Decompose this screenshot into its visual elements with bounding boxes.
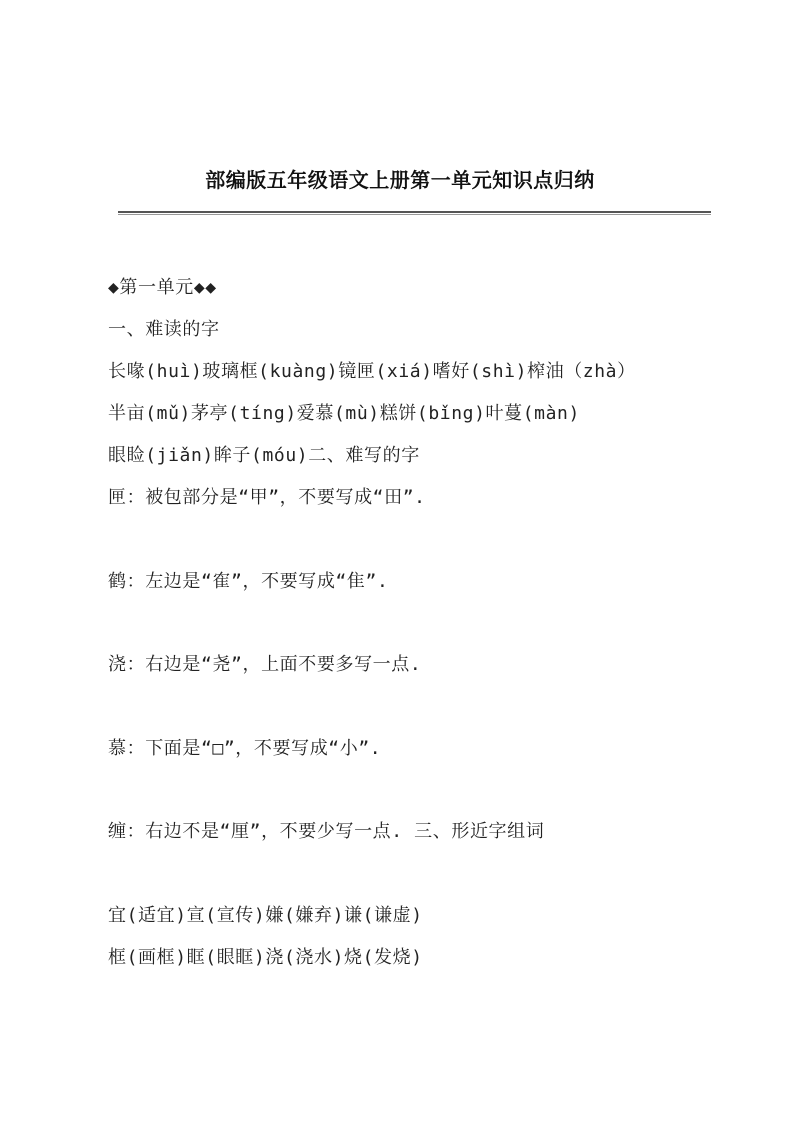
- pinyin-line-1: 长喙(huì)玻璃框(kuàng)镜匣(xiá)嗜好(shì)榨油（zhà）: [108, 361, 636, 382]
- pinyin-line-3: 眼睑(jiǎn)眸子(móu)二、难写的字: [108, 445, 420, 466]
- writing-note-mu: 慕：下面是“□”，不要写成“小”.: [108, 738, 382, 759]
- page-title: 部编版五年级语文上册第一单元知识点归纳: [205, 168, 595, 192]
- word-group-line-2: 框(画框)眶(眼眶)浇(浇水)烧(发烧): [108, 947, 423, 968]
- writing-note-chan: 缠：右边不是“厘”，不要少写一点. 三、形近字组词: [108, 821, 545, 842]
- pinyin-line-2: 半亩(mǔ)茅亭(tíng)爱慕(mù)糕饼(bǐng)叶蔓(màn): [108, 403, 580, 424]
- writing-note-he: 鹤：左边是“隺”，不要写成“隹”.: [108, 571, 389, 592]
- word-group-line-1: 宜(适宜)宣(宣传)嫌(嫌弃)谦(谦虚): [108, 905, 423, 926]
- title-divider-thin: [118, 214, 711, 215]
- writing-note-jiao: 浇：右边是“尧”，上面不要多写一点.: [108, 654, 422, 675]
- writing-note-xia: 匣：被包部分是“甲”，不要写成“田”.: [108, 487, 426, 508]
- title-divider: [118, 211, 711, 213]
- subheading-hard-to-read: 一、难读的字: [108, 319, 220, 340]
- section-heading-unit-one: ◆第一单元◆◆: [108, 277, 217, 298]
